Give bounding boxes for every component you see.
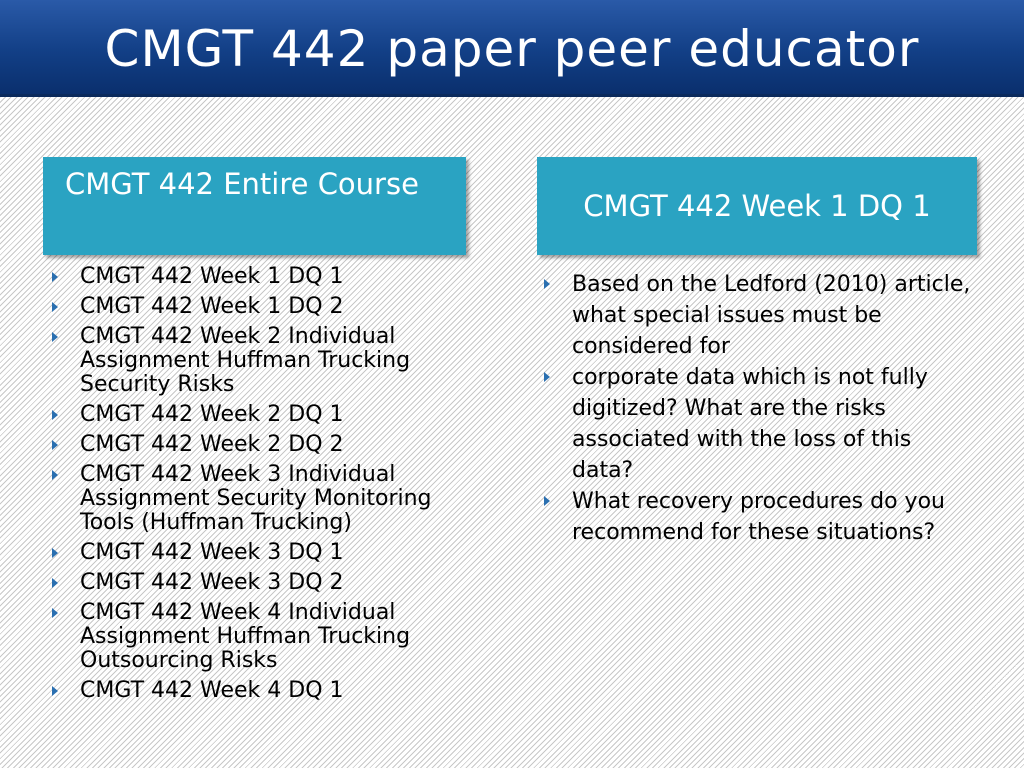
triangle-right-icon — [52, 608, 58, 618]
list-item-text: CMGT 442 Week 3 DQ 1 — [80, 540, 344, 565]
list-item — [538, 269, 978, 362]
triangle-right-icon — [52, 332, 58, 342]
list-item — [46, 541, 486, 565]
list-item — [46, 403, 486, 427]
triangle-right-icon — [52, 548, 58, 558]
list-item — [46, 463, 486, 535]
list-item-text: CMGT 442 Week 2 Individual Assignment Huffman Trucking Security Risks — [80, 324, 411, 397]
list-item — [46, 679, 486, 703]
list-item-text: CMGT 442 Week 3 DQ 2 — [80, 570, 344, 595]
slide-title: CMGT 442 paper peer educator — [104, 20, 920, 78]
triangle-right-icon — [544, 496, 550, 506]
list-item — [46, 325, 486, 397]
triangle-right-icon — [52, 686, 58, 696]
week1-dq1-header: CMGT 442 Week 1 DQ 1 — [537, 157, 977, 255]
list-item — [46, 295, 486, 319]
course-item-list — [46, 265, 486, 709]
list-item-text: CMGT 442 Week 4 DQ 1 — [80, 678, 344, 703]
list-item-text: CMGT 442 Week 1 DQ 2 — [80, 294, 344, 319]
triangle-right-icon — [52, 272, 58, 282]
title-bar — [0, 0, 1024, 97]
triangle-right-icon — [52, 578, 58, 588]
dq-question-list — [538, 269, 978, 548]
list-item-text: CMGT 442 Week 2 DQ 2 — [80, 432, 344, 457]
triangle-right-icon — [52, 302, 58, 312]
list-item-text: Based on the Ledford (2010) article, what special issues must be considered for — [572, 272, 971, 359]
list-item-text: corporate data which is not fully digitized? What are the risks associated with the loss of this data? — [572, 365, 928, 483]
list-item — [538, 486, 978, 548]
list-item — [46, 265, 486, 289]
list-item — [46, 433, 486, 457]
triangle-right-icon — [52, 470, 58, 480]
list-item-text: What recovery procedures do you recommend for these situations? — [572, 489, 945, 545]
list-item — [46, 601, 486, 673]
list-item — [538, 362, 978, 486]
triangle-right-icon — [52, 410, 58, 420]
entire-course-header: CMGT 442 Entire Course — [43, 157, 466, 255]
triangle-right-icon — [544, 279, 550, 289]
list-item-text: CMGT 442 Week 4 Individual Assignment Huffman Trucking Outsourcing Risks — [80, 600, 411, 673]
triangle-right-icon — [52, 440, 58, 450]
list-item-text: CMGT 442 Week 1 DQ 1 — [80, 264, 344, 289]
list-item-text: CMGT 442 Week 2 DQ 1 — [80, 402, 344, 427]
list-item — [46, 571, 486, 595]
list-item-text: CMGT 442 Week 3 Individual Assignment Security Monitoring Tools (Huffman Trucking) — [80, 462, 432, 535]
triangle-right-icon — [544, 372, 550, 382]
